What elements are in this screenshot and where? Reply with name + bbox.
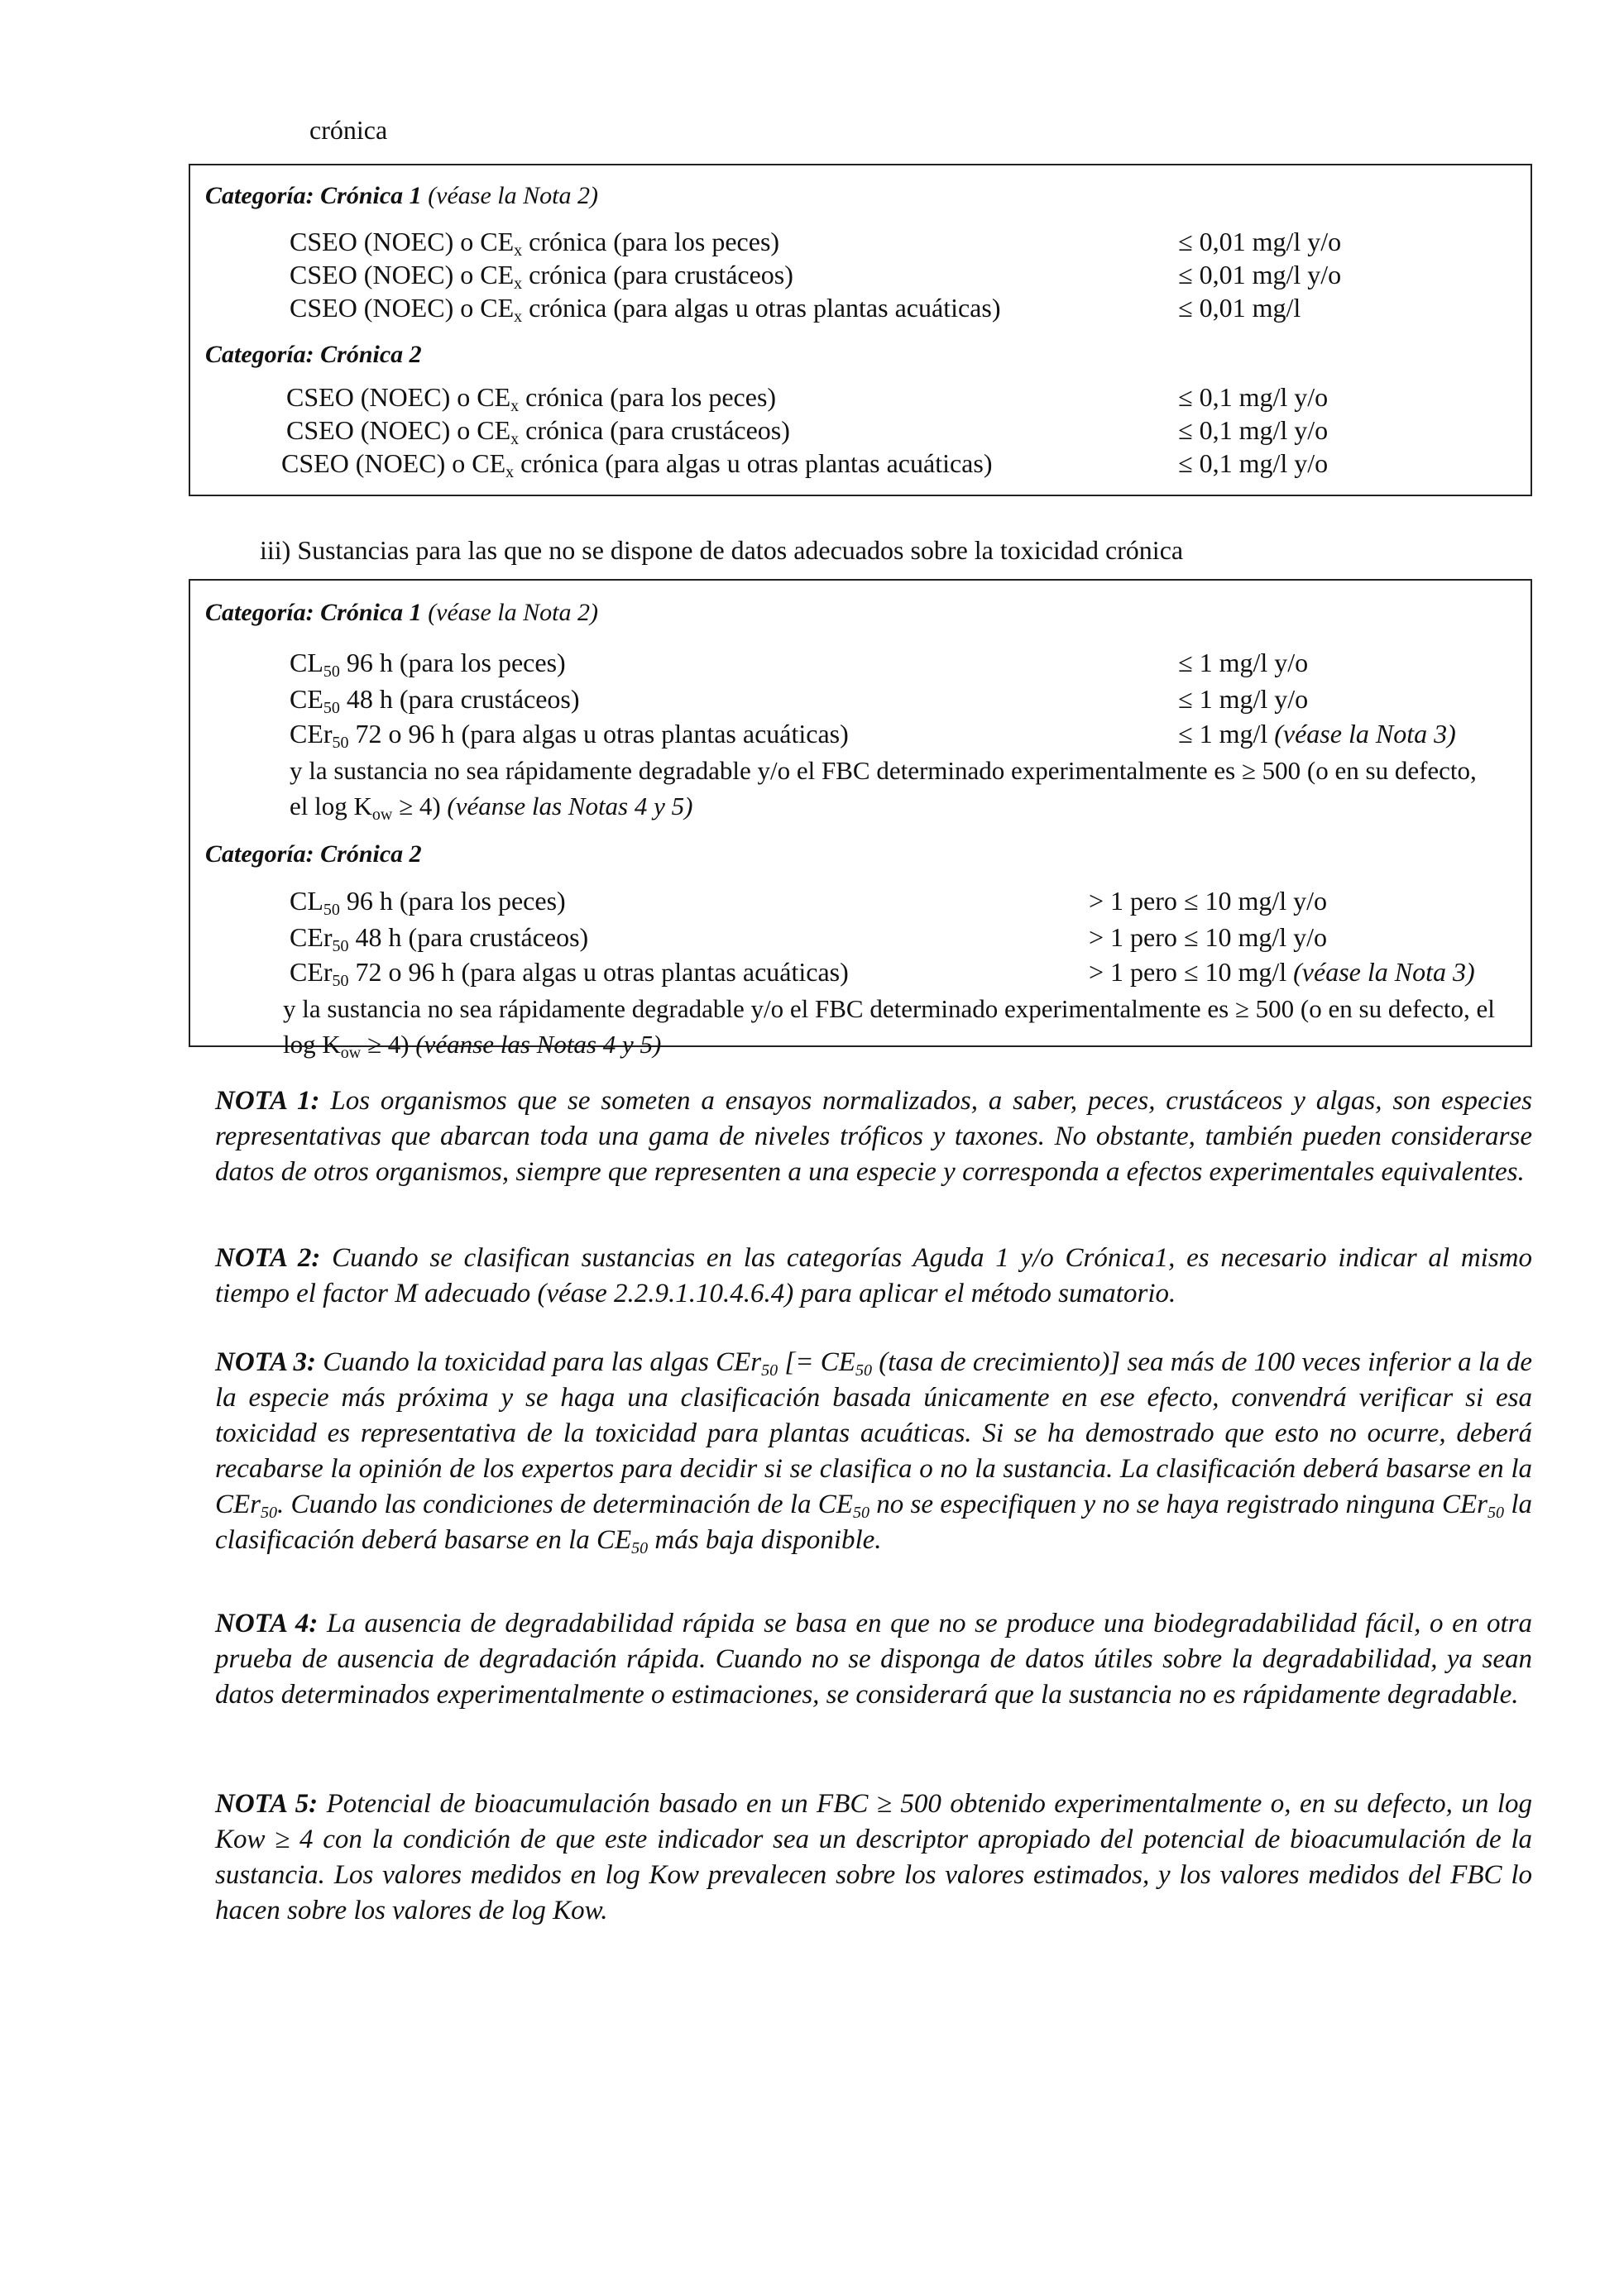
note-4: NOTA 4: La ausencia de degradabilidad rápida se basa en que no se produce una biodegradabilidad fácil, o en otra prueba de ausencia de degradación rápida. Cuando no se disponga de datos útiles sobre la degradabilidad, ya sean datos determinados experimentalmente o estimaciones, se considerará que la sustancia no es rápidamente degradable. <box>215 1609 1532 1710</box>
category-heading: Categoría: Crónica 1 (véase la Nota 2) <box>205 599 598 626</box>
criteria-box-chronic-data <box>189 164 1532 496</box>
note-3: NOTA 3: Cuando la toxicidad para las algas CEr$_{50}$ [= $CE_{50}$ (tasa de crecimiento)] sea más de 100 veces inferior a la de la especie más próxima y se haga una clasificación basada únicamente en ese efecto, convendrá verificar si esa toxicidad es representativa de la toxicidad para plantas acuáticas. Si se ha demostrado que esto no ocurre, deberá recabarse la opinión de los expertos para decidir si se clasifica o no la sustancia. La clasificación deberá basarse en la CEr$_{50}$. Cuando las condiciones de determinación de la $CE_{50}$ no se especifiquen y no se haya registrado ninguna CEr$_{50}$ la clasificación deberá basarse en la $CE_{50}$ más baja disponible. <box>215 1347 1533 1557</box>
criterion-text: CSEO (NOEC) o $CE_x$ crónica (para crustáceos) <box>290 260 793 293</box>
section-heading: iii) Sustancias para las que no se dispone de datos adecuados sobre la toxicidad crónica <box>260 535 1184 565</box>
criterion-text: CSEO (NOEC) o $CE_x$ crónica (para los peces) <box>290 227 780 260</box>
criterion-value: > 1 pero ≤ 10 mg/l (véase la Nota 3) <box>1089 957 1475 987</box>
category-heading: Categoría: Crónica 1 (véase la Nota 2) <box>205 182 598 209</box>
category-heading: Categoría: Crónica 2 <box>205 840 422 868</box>
criterion-condition: y la sustancia no sea rápidamente degradable y/o el FBC determinado experimentalmente es ≥ 500 (o en su defecto, el $\log K_{ow} \ge 4$) (véanse las Notas 4 y 5) <box>290 756 1477 824</box>
criterion-value: ≤ 1 mg/l (véase la Nota 3) <box>1178 719 1456 749</box>
criterion-text: CSEO (NOEC) o $CE_x$ crónica (para algas u otras plantas acuáticas) <box>281 448 993 481</box>
criterion-text: CEr$_{50}$ 72 o 96 h (para algas u otras plantas acuáticas) <box>290 957 849 990</box>
continued-text: crónica <box>309 115 388 145</box>
criterion-value: ≤ 0,1 mg/l y/o <box>1178 382 1329 412</box>
criterion-condition: y la sustancia no sea rápidamente degradable y/o el FBC determinado experimentalmente es ≥ 500 (o en su defecto, el $\log K_{ow} \ge 4$) (véanse las Notas 4 y 5) <box>283 994 1495 1062</box>
criterion-value: ≤ 1 mg/l y/o <box>1178 648 1309 677</box>
criterion-text: CSEO (NOEC) o $CE_x$ crónica (para algas u otras plantas acuáticas) <box>290 293 1001 326</box>
note-5: NOTA 5: Potencial de bioacumulación basado en un FBC ≥ 500 obtenido experimentalmente o, en su defecto, un log Kow ≥ 4 con la condición de que este indicador sea un descriptor apropiado del potencial de bioacumulación de la sustancia. Los valores medidos en log Kow prevalecen sobre los valores estimados, y los valores medidos del FBC lo hacen sobre los valores de log Kow. <box>215 1789 1532 1925</box>
note-1: NOTA 1: Los organismos que se someten a ensayos normalizados, a saber, peces, crustáceos y algas, son especies representativas que abarcan toda una gama de niveles tróficos y taxones. No obstante, también pueden considerarse datos de otros organismos, siempre que representen a una especie y corresponda a efectos experimentales equivalentes. <box>215 1086 1532 1187</box>
criterion-value: ≤ 0,1 mg/l y/o <box>1178 448 1329 478</box>
criterion-text: $CL_{50}$ 96 h (para los peces) <box>290 886 566 919</box>
criterion-text: CEr$_{50}$ 48 h (para crustáceos) <box>290 922 589 955</box>
criterion-text: $CE_{50}$ 48 h (para crustáceos) <box>290 684 580 717</box>
criterion-text: CEr$_{50}$ 72 o 96 h (para algas u otras plantas acuáticas) <box>290 719 849 752</box>
criterion-value: ≤ 0,01 mg/l y/o <box>1178 260 1342 289</box>
criterion-value: ≤ 0,1 mg/l y/o <box>1178 415 1329 445</box>
criterion-text: CSEO (NOEC) o $CE_x$ crónica (para crustáceos) <box>286 415 790 448</box>
note-2: NOTA 2: Cuando se clasifican sustancias en las categorías Aguda 1 y/o Crónica1, es necesario indicar al mismo tiempo el factor M adecuado (véase 2.2.9.1.10.4.6.4) para aplicar el método sumatorio. <box>215 1243 1532 1308</box>
criterion-value: ≤ 1 mg/l y/o <box>1178 684 1309 714</box>
criterion-value: ≤ 0,01 mg/l y/o <box>1178 227 1342 256</box>
criterion-value: ≤ 0,01 mg/l <box>1178 293 1301 323</box>
criterion-value: > 1 pero ≤ 10 mg/l y/o <box>1089 922 1328 952</box>
criterion-value: > 1 pero ≤ 10 mg/l y/o <box>1089 886 1328 916</box>
criterion-text: $CL_{50}$ 96 h (para los peces) <box>290 648 566 681</box>
criterion-text: CSEO (NOEC) o $CE_x$ crónica (para los peces) <box>286 382 777 415</box>
category-heading: Categoría: Crónica 2 <box>205 341 422 368</box>
